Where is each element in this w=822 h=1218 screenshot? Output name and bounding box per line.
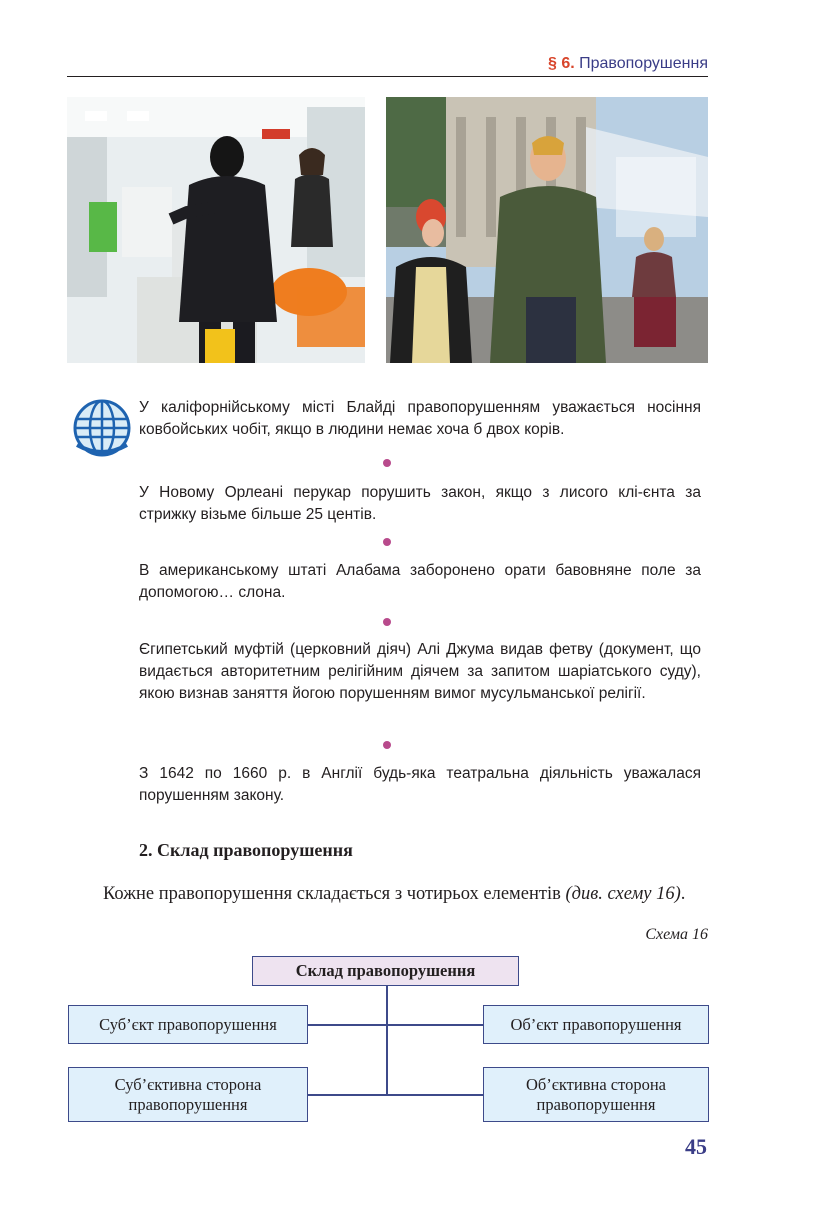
fact-separator [383, 538, 391, 546]
scheme-subjective-side-box: Суб’єктивна сторона правопорушення [68, 1067, 308, 1122]
section-heading: 2. Склад правопорушення [139, 840, 353, 860]
fact-item: У Новому Орлеані перукар порушить закон, якщо з лисого клі-єнта за стрижку візьме більше 25 центів. [139, 484, 701, 523]
fact-item: В американському штаті Алабама заборонено орати бавовняне поле за допомогою… слона. [139, 562, 701, 601]
fact-item: З 1642 по 1660 р. в Англії будь-яка театральна діяльність уважалася порушенням закону. [139, 765, 701, 804]
fact-separator [383, 459, 391, 467]
connector-top [308, 1024, 484, 1026]
section-number: § 6. [547, 55, 575, 72]
section-title [548, 55, 708, 73]
globe-icon [71, 397, 133, 459]
running-header [67, 54, 708, 77]
fact-item: У каліфорнійському місті Блайді правопорушенням уважається носіння ковбойських чобіт, якщо в людини немає хоча б двох корів. [139, 399, 701, 438]
fact-item: Єгипетський муфтій (церковний діяч) Алі Джума видав фетву (документ, що видається авторитетним релігійним діячем за запитом шаріатського суду), якою визнав заняття йогою порушенням вимог мусульманської релігії. [139, 641, 701, 702]
photo-street-youth [386, 97, 708, 363]
fact-separator [383, 741, 391, 749]
connector-vertical [386, 985, 388, 1094]
scheme-root-box: Склад правопорушення [252, 956, 519, 986]
scheme-label: Схема 16 [645, 926, 708, 943]
scheme-object-box: Об’єкт правопорушення [483, 1005, 709, 1044]
section-name: Правопорушення [579, 55, 708, 72]
scheme-reference: (див. схему 16) [565, 884, 681, 904]
page-number: 45 [685, 1134, 707, 1159]
scheme-objective-side-box: Об’єктивна сторона правопорушення [483, 1067, 709, 1122]
fact-separator [383, 618, 391, 626]
body-paragraph [67, 882, 708, 906]
paragraph-text: Кожне правопорушення складається з чотирьох елементів [103, 884, 566, 904]
paragraph-end: . [680, 884, 686, 904]
scheme-subject-box: Суб’єкт правопорушення [68, 1005, 308, 1044]
photo-bank-robbery [67, 97, 365, 363]
connector-bottom [308, 1094, 484, 1096]
